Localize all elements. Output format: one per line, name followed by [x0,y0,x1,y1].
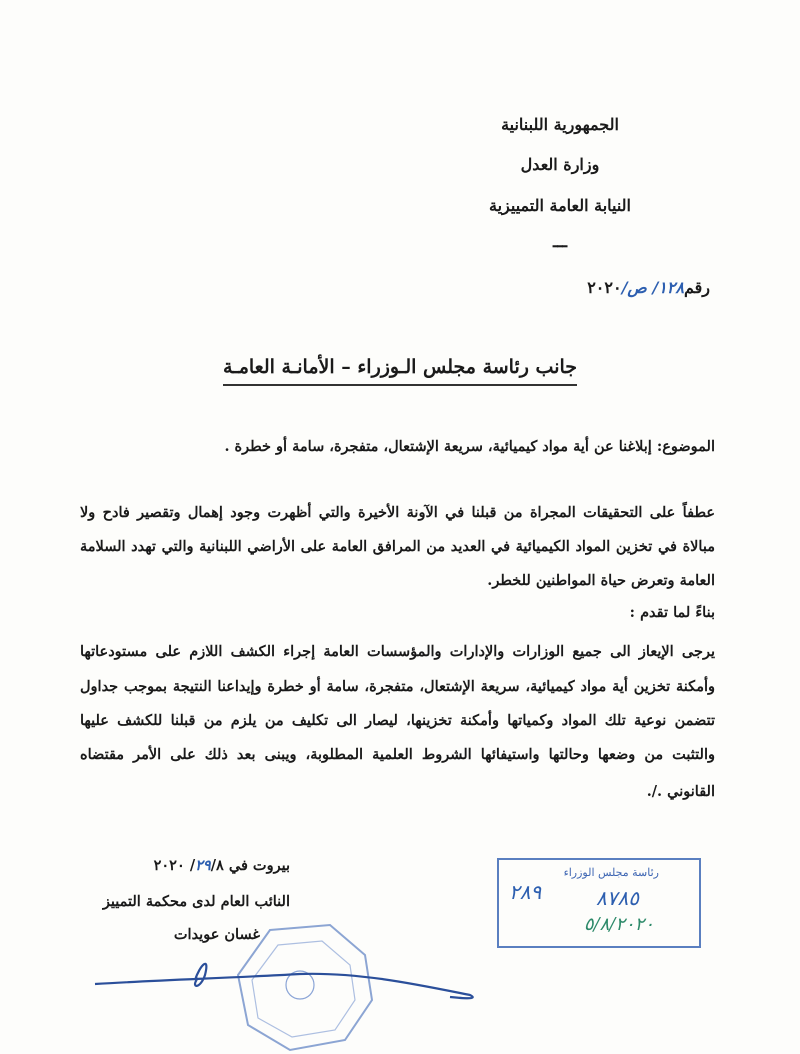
received-stamp: رئاسة مجلس الوزراء ٨٧٨٥ ٥/٨/٢٠٢٠ ٢٨٩ [497,858,701,948]
ref-number: ١٢٨/ ص/ [621,278,684,297]
paragraph2-line: يرجى الإيعاز الى جميع الوزارات والإدارات والمؤسسات العامة إجراء الكشف اللازم على مستودعاتها [80,643,715,660]
signature-date: بيروت في ٢٩/٨/ ٢٠٢٠ [153,857,290,874]
reference-number [587,278,710,297]
paragraph2-line: القانوني ./. [646,783,715,800]
paragraph2-line: وأمكنة تخزين أية مواد كيميائية، سريعة الإشتعال، متفجرة، سامة أو خطرة وإيداعنا النتيجة بموجب جداول [80,678,715,695]
header-office: النيابة العامة التمييزية [489,196,631,215]
transition: بناءً لما تقدم : [629,604,715,621]
header-separator: ـــ [552,232,568,251]
paragraph2-line: والتثبت من وضعها وحالتها واستيفائها الشروط العلمية المطلوبة، ويبنى بعد ذلك على الأمر مقتضاه [80,746,715,763]
signature-name: غسان عويدات [173,926,260,943]
header-republic: الجمهورية اللبنانية [501,115,619,134]
paragraph1-line: مبالاة في تخزين المواد الكيميائية في العديد من المرافق العامة على الأراضي اللبنانية والتي تهدد السلامة [80,538,715,555]
ref-year: ٢٠٢٠ [587,278,622,297]
signature-scribble [95,964,473,998]
paragraph1-line: العامة وتعرض حياة المواطنين للخطر. [487,572,715,589]
subject: الموضوع: إبلاغنا عن أية مواد كيميائية، سريعة الإشتعال، متفجرة، سامة أو خطرة . [224,438,715,455]
paragraph1-line: عطفاً على التحقيقات المجراة من قبلنا في الآونة الأخيرة والتي أظهرت وجود إهمال وتقصير فادح ولا [80,504,715,521]
paragraph2-line: تتضمن نوعية تلك المواد وكمياتها وأمكنة تخزينها، ليصار الى تكليف من يلزم من قبلنا للكشف عليها [80,712,715,729]
ref-prefix: رقم [683,278,710,297]
addressee: جانب رئاسة مجلس الـوزراء – الأمانـة العامـة [0,356,800,378]
signature-position: النائب العام لدى محكمة التمييز [102,893,290,910]
header-ministry: وزارة العدل [520,155,600,174]
